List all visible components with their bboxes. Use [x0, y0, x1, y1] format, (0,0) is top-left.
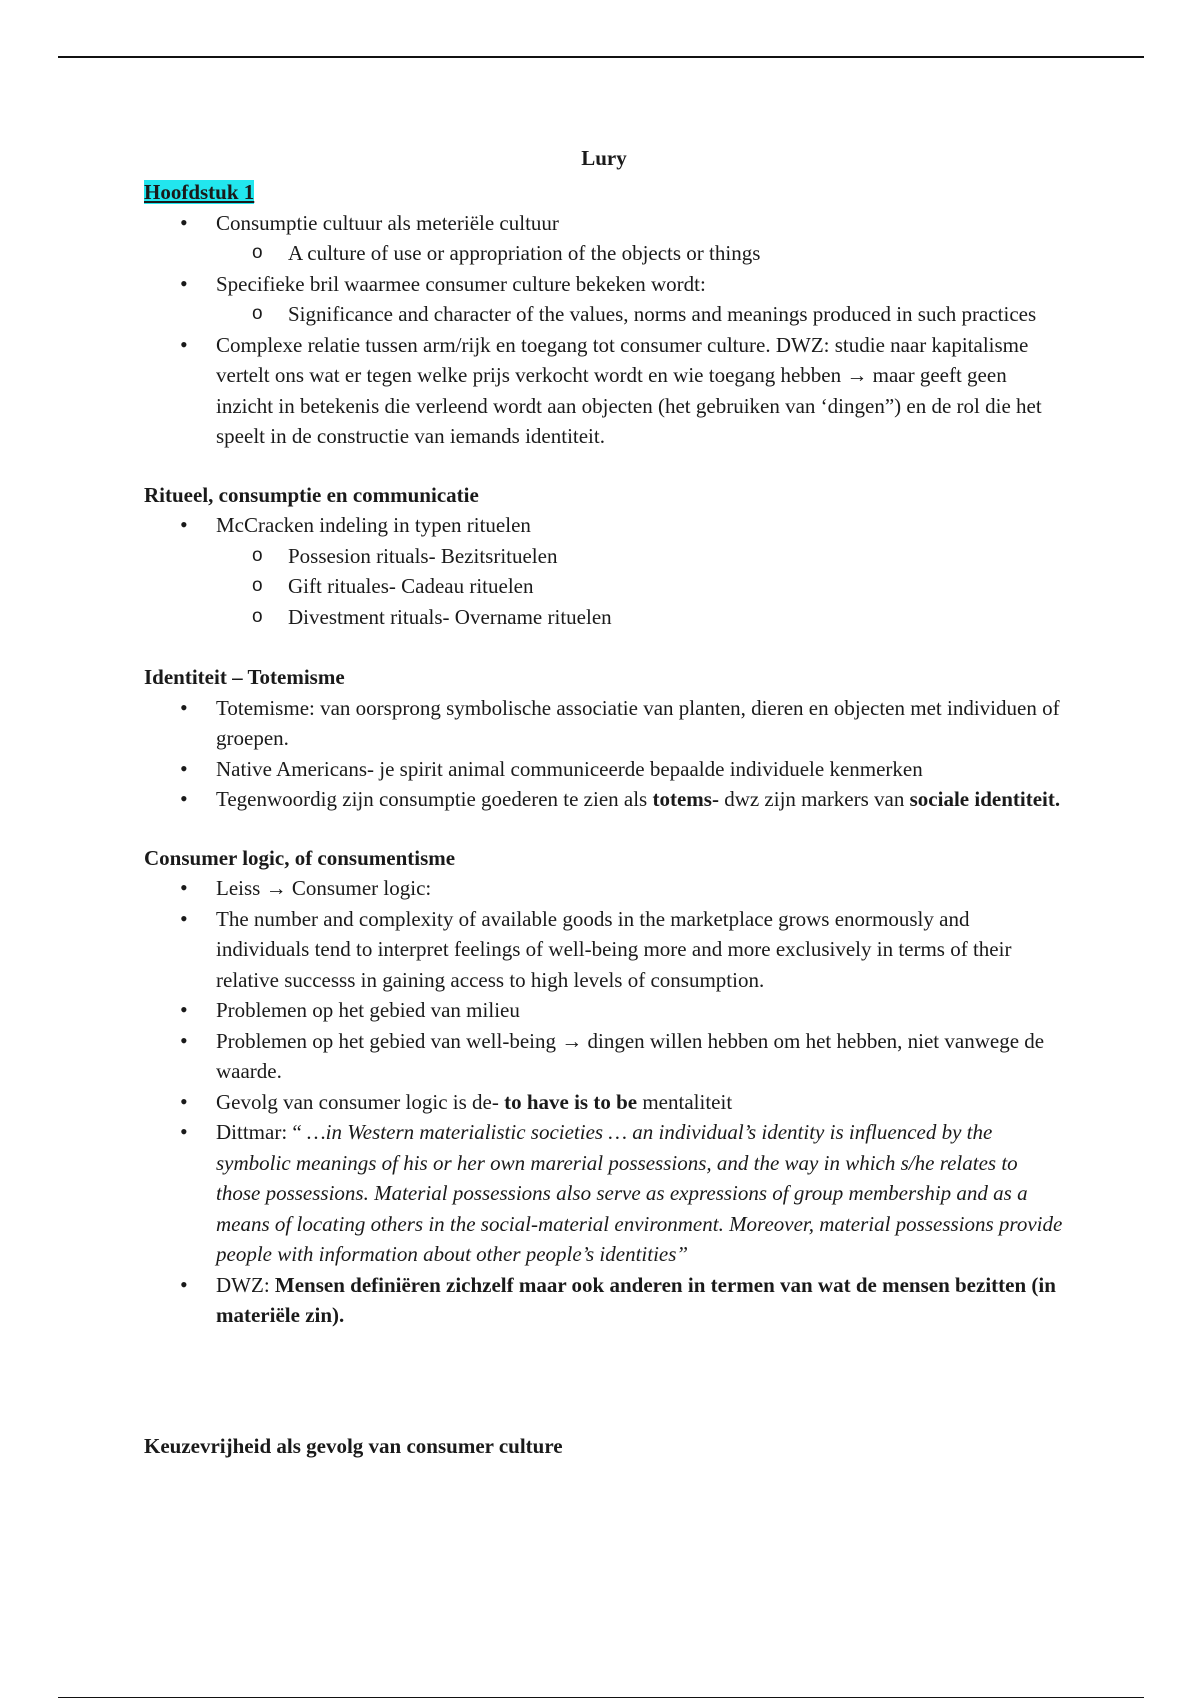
list-item: • Native Americans- je spirit animal communiceerde bepaalde individuele kenmerken: [144, 754, 1064, 785]
header-rule: [58, 56, 1144, 58]
list-item: • Problemen op het gebied van well-being → dingen willen hebben om het hebben, niet vanwege de waarde.: [144, 1026, 1064, 1087]
section-4-list: [144, 873, 1064, 1331]
list-item: • DWZ: Mensen definiëren zichzelf maar ook anderen in termen van wat de mensen bezitten (in materiële zin).: [144, 1270, 1064, 1331]
list-item: • Leiss → Consumer logic:: [144, 873, 1064, 904]
list-item: • McCracken indeling in typen rituelen: [144, 510, 1064, 541]
list-item: • The number and complexity of available goods in the marketplace grows enormously and individuals tend to interpret feelings of well-being more and more exclusively in terms of their relative successs in gaining access to high levels of consumption.: [144, 904, 1064, 996]
section-heading-keuzevrijheid: Keuzevrijheid als gevolg van consumer culture: [144, 1433, 563, 1458]
section-1-list: [144, 208, 1064, 452]
sub-list-item: o Divestment rituals- Overname rituelen: [144, 602, 1064, 633]
document-page: [144, 143, 1064, 1461]
list-item: • Complexe relatie tussen arm/rijk en toegang tot consumer culture. DWZ: studie naar kapitalisme vertelt ons wat er tegen welke prijs verkocht wordt en wie toegang hebben → maar geeft geen inzicht in betekenis die verleend wordt aan objecten (het gebruiken van ‘dingen”) en de rol die het speelt in de constructie van iemands identiteit.: [144, 330, 1064, 452]
page-title: Lury: [581, 146, 627, 170]
section-heading-hoofdstuk-1: Hoofdstuk 1: [144, 180, 255, 204]
section-heading-identiteit: Identiteit – Totemisme: [144, 665, 345, 689]
section-heading-ritueel: Ritueel, consumptie en communicatie: [144, 482, 479, 507]
section-heading-consumer-logic: Consumer logic, of consumentisme: [144, 845, 456, 870]
list-item: • Specifieke bril waarmee consumer culture bekeken wordt:: [144, 269, 1064, 300]
sub-list-item: o A culture of use or appropriation of the objects or things: [144, 238, 1064, 269]
list-item: • Totemisme: van oorsprong symbolische associatie van planten, dieren en objecten met individuen of groepen.: [144, 693, 1064, 754]
sub-list-item: o Gift rituales- Cadeau rituelen: [144, 571, 1064, 602]
section-2-list: [144, 510, 1064, 632]
list-item: • Tegenwoordig zijn consumptie goederen te zien als totems- dwz zijn markers van sociale identiteit.: [144, 784, 1064, 815]
list-item: • Consumptie cultuur als meteriële cultuur: [144, 208, 1064, 239]
list-item-quote: • Dittmar: “ …in Western materialistic societies … an individual’s identity is influenced by the symbolic meanings of his or her own marerial possessions, and the way in which s/he relates to those possessions. Material possessions also serve as expressions of group membership and as a means of locating others in the social-material environment. Moreover, material possessions provide people with information about other people’s identities”: [144, 1117, 1064, 1270]
list-item: • Problemen op het gebied van milieu: [144, 995, 1064, 1026]
list-item: • Gevolg van consumer logic is de- to have is to be mentaliteit: [144, 1087, 1064, 1118]
section-3-list: [144, 693, 1064, 815]
footer-rule: [58, 1697, 1144, 1698]
sub-list-item: o Significance and character of the values, norms and meanings produced in such practices: [144, 299, 1064, 330]
sub-list-item: o Possesion rituals- Bezitsrituelen: [144, 541, 1064, 572]
